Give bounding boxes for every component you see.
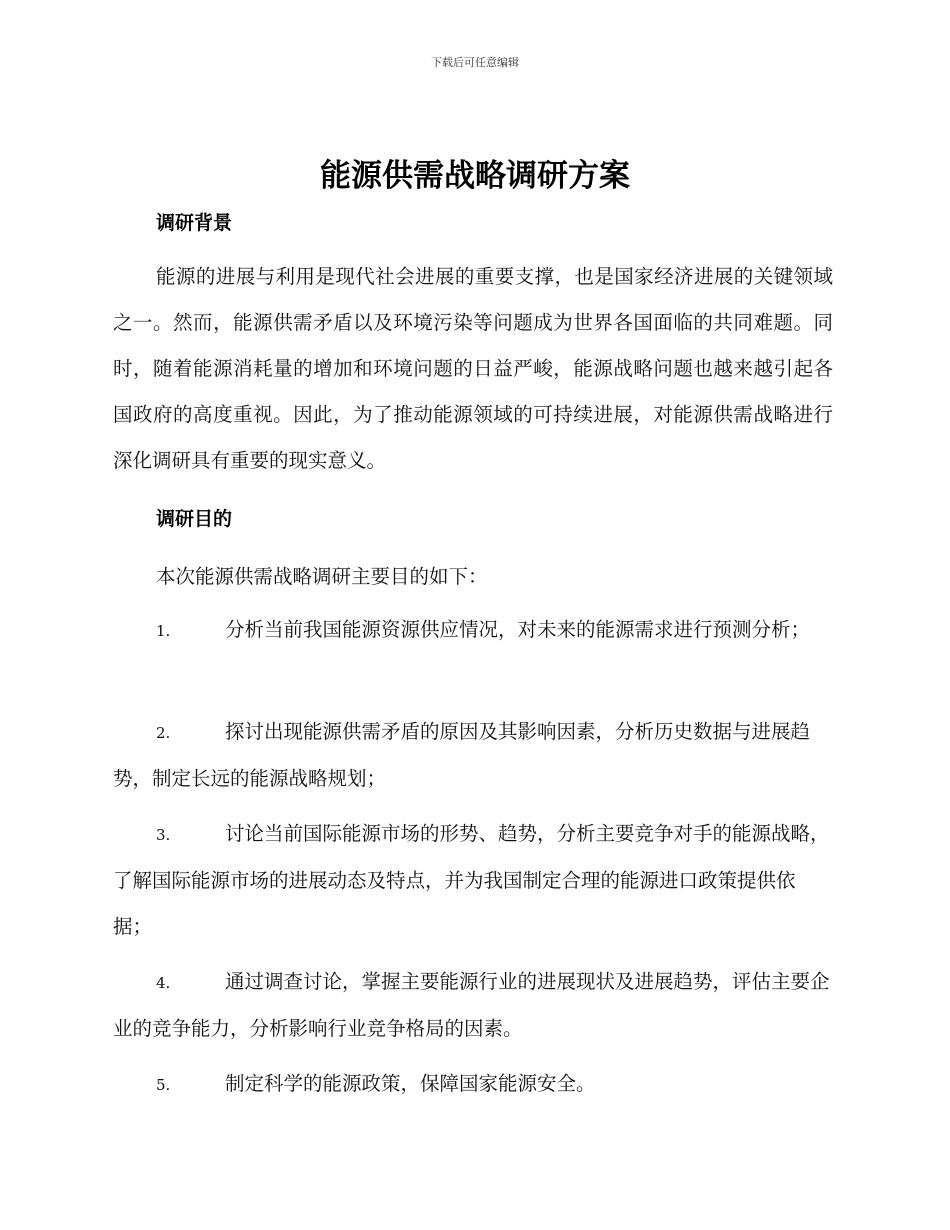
background-paragraph: 能源的进展与利用是现代社会进展的重要支撑，也是国家经济进展的关键领域之一。然而，能源供需矛盾以及环境污染等问题成为世界各国面临的共同难题。同时，随着能源消耗量的增加和环境问题的日益严峻，能源战略问题也越来越引起各国政府的高度重视。因此，为了推动能源领域的可持续进展，对能源供需战略进行深化调研具有重要的现实意义。 [113,265,833,472]
list-number: 4. [156,974,171,992]
list-text: 制定科学的能源政策，保障国家能源安全。 [225,1072,596,1095]
list-number: 1. [156,622,171,640]
list-text: 分析当前我国能源资源供应情况，对未来的能源需求进行预测分析； [225,618,811,641]
list-number: 3. [156,826,171,844]
list-number: 2. [156,724,171,742]
list-text: 探讨出现能源供需矛盾的原因及其影响因素，分析历史数据与进展趋势，制定长远的能源战略规划； [113,720,811,790]
list-item-1 [113,607,833,654]
list-text: 讨论当前国际能源市场的形势、趋势，分析主要竞争对手的能源战略，了解国际能源市场的进展动态及特点，并为我国制定合理的能源进口政策提供依据； [113,822,830,938]
list-text: 通过调查讨论，掌握主要能源行业的进展现状及进展趋势，评估主要企业的竞争能力，分析影响行业竞争格局的因素。 [113,970,830,1040]
list-item-5 [113,1061,833,1108]
list-item-2 [113,709,833,802]
purpose-intro: 本次能源供需战略调研主要目的如下： [156,565,488,588]
section-heading-background: 调研背景 [156,212,233,234]
list-item-4 [113,959,833,1052]
page-header-note: 下载后可任意编辑 [431,56,519,69]
document-title: 能源供需战略调研方案 [320,158,630,194]
list-number: 5. [156,1076,171,1094]
list-item-3 [113,811,833,950]
section-heading-purpose: 调研目的 [156,508,233,530]
